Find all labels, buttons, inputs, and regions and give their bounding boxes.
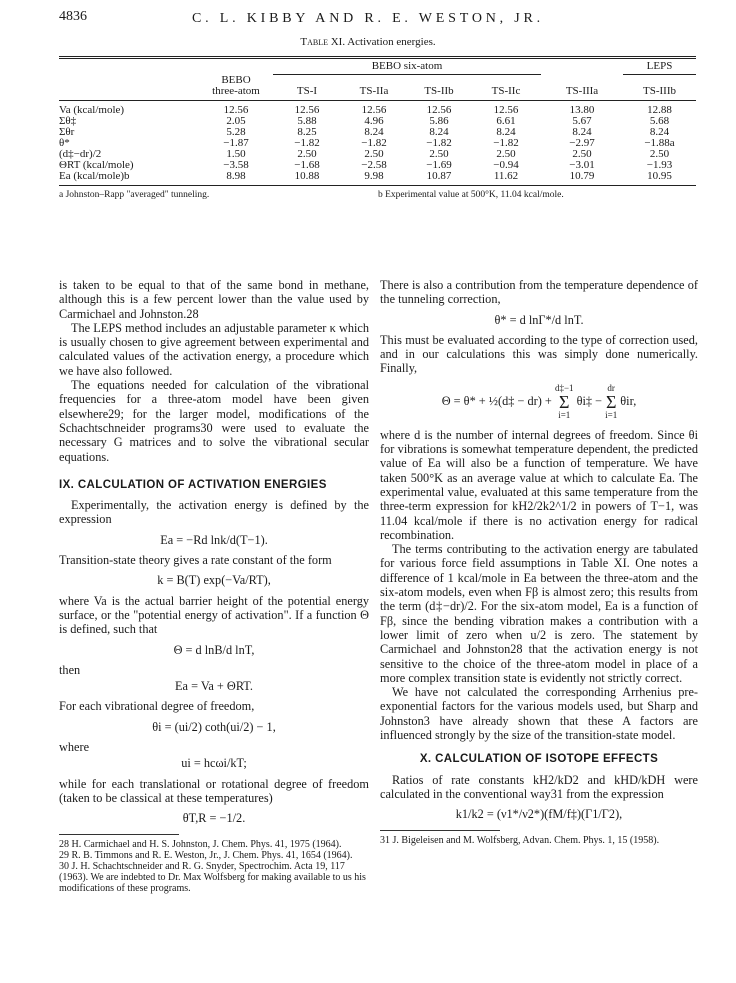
equation: θT,R = −1/2. <box>182 811 246 826</box>
table-cell: 2.50 <box>649 148 670 160</box>
table-caption-label: Table XI. <box>300 36 346 48</box>
table-cell: 2.50 <box>572 148 592 160</box>
table-cell: −1.82 <box>493 137 519 149</box>
section-heading-ix: IX. CALCULATION OF ACTIVATION ENERGIES <box>59 478 327 491</box>
right-column <box>380 278 698 846</box>
table-cell: 1.50 <box>226 148 246 160</box>
table-cell: 6.61 <box>496 115 516 127</box>
table-caption <box>0 36 736 48</box>
table-cell: 8.24 <box>364 126 384 138</box>
paragraph: Ratios of rate constants kH2/kD2 and kHD/kDH were calculated in the conventional way31 from the expression <box>380 772 698 801</box>
table-cell: 10.79 <box>569 170 595 182</box>
paragraph: The LEPS method includes an adjustable parameter κ which is usually chosen to give agreement between experimental and calculated values of the activation energy, a procedure which we have also followed. <box>59 320 369 378</box>
section-heading-x: X. CALCULATION OF ISOTOPE EFFECTS <box>419 753 659 766</box>
table-cell: 5.68 <box>649 115 670 127</box>
equation: θi = (ui/2) coth(ui/2) − 1, <box>152 719 276 734</box>
row-label: Ea (kcal/mole)b <box>59 170 130 182</box>
table-cell: 2.50 <box>429 148 449 160</box>
paragraph: For each vibrational degree of freedom, <box>59 699 255 714</box>
table-cell: 11.62 <box>493 170 519 182</box>
left-column <box>59 278 369 895</box>
table-notes <box>59 190 696 200</box>
running-head: C. L. KIBBY AND R. E. WESTON, JR. <box>192 11 544 26</box>
row-label: Va (kcal/mole) <box>59 104 125 116</box>
col-header: TS-IIIb <box>643 85 676 97</box>
table-cell: −1.93 <box>646 159 673 171</box>
paragraph: The equations needed for calculation of the vibrational frequencies for a three-atom model have been given elsewhere29; for the larger model, modifications of the Schachtschneider programs30 were used to evaluate the necessary G matrices and to solve the vibrational secular equations. <box>59 378 369 464</box>
table-note-a: a Johnston–Rapp "averaged" tunneling. <box>59 190 210 200</box>
sum-symbol: dr Σ i=1 <box>605 382 618 420</box>
table-cell: 12.56 <box>426 104 452 116</box>
table-cell: 8.98 <box>226 170 246 182</box>
table-cell: 8.25 <box>297 126 317 138</box>
equation: Ea = Va + ΘRT. <box>175 679 253 694</box>
activation-energy-table <box>59 56 696 200</box>
group-header-bebo-six: BEBO six-atom <box>273 61 541 75</box>
equation: θ* = d lnΓ*/d lnT. <box>494 312 584 327</box>
equation-theta: Θ = θ* + ½(d‡ − dr) + d‡−1 Σ i=1 θi‡ − dr Σ i=1 θir, <box>441 382 637 420</box>
paragraph: There is also a contribution from the temperature dependence of the tunneling correction, <box>380 278 698 307</box>
row-label: θ* <box>59 137 70 149</box>
equation: k1/k2 = (ν1*/ν2*)(fM/f‡)(Γ1/Γ2), <box>455 807 623 822</box>
col-header: TS-IIc <box>491 85 521 97</box>
paragraph: where Va is the actual barrier height of the potential energy surface, or the "potential energy of activation". If a function Θ is defined, such that <box>59 593 369 637</box>
row-label: Σθ‡ <box>59 115 77 127</box>
footnote-29: 29 R. B. Timmons and R. E. Weston, Jr., J. Chem. Phys. 41, 1654 (1964). <box>59 849 353 861</box>
paragraph: then <box>59 662 81 677</box>
table-cell: −1.68 <box>294 159 320 171</box>
table-cell: 5.86 <box>429 115 449 127</box>
table-cell: 12.56 <box>493 104 519 116</box>
table-caption-text: Activation energies. <box>347 36 436 48</box>
paragraph: where d is the number of internal degrees of freedom. Since θi for vibrations is somewhat temperature dependent, the predicted value of Ea will also be a function of temperature. We have taken 500°K as an average value at which to calculate Ea. The experimental value, evaluated at this same temperature from the three-term expression for kH2/2k2^1/2 in powers of T−1, was 11.04 kcal/mole if there is no activation energy for radical recombination. <box>380 427 698 542</box>
table-cell: 2.05 <box>226 115 246 127</box>
table-cell: 8.24 <box>429 126 449 138</box>
equation: Ea = −Rd lnk/d(T−1). <box>160 532 268 547</box>
table-cell: −3.58 <box>223 159 249 171</box>
table-cell: 5.28 <box>226 126 246 138</box>
paragraph: Experimentally, the activation energy is defined by the expression <box>59 498 369 527</box>
footnote-31: 31 J. Bigeleisen and M. Wolfsberg, Advan. Chem. Phys. 1, 15 (1958). <box>380 834 660 846</box>
table-cell: −1.82 <box>361 137 387 149</box>
sum-symbol: d‡−1 Σ i=1 <box>554 382 574 420</box>
equation: Θ = d lnB/d lnT, <box>173 642 255 657</box>
col-header-bebo3-line1: BEBO <box>221 73 251 86</box>
table-cell: 2.50 <box>364 148 384 160</box>
equation: k = B(T) exp(−Va/RT), <box>157 573 271 588</box>
paragraph: is taken to be equal to that of the same bond in methane, although this is a few percent lower than the value used by Carmichael and Johnston.28 <box>59 278 369 321</box>
col-header: TS-IIb <box>424 85 454 97</box>
page-number: 4836 <box>59 9 87 24</box>
paragraph: where <box>59 740 90 755</box>
table-cell: −3.01 <box>569 159 595 171</box>
table-cell: 4.96 <box>364 115 384 127</box>
table-body <box>59 105 696 182</box>
table-cell: 13.80 <box>569 104 595 116</box>
table-cell: 5.67 <box>572 115 592 127</box>
paragraph: while for each translational or rotational degree of freedom (taken to be classical at these temperatures) <box>59 776 369 805</box>
table-cell: 8.24 <box>649 126 670 138</box>
table-cell: 10.87 <box>426 170 452 182</box>
table-cell: −0.94 <box>493 159 519 171</box>
table-cell: 9.98 <box>364 170 384 182</box>
table-cell: −1.87 <box>223 137 249 149</box>
footnote-28: 28 H. Carmichael and H. S. Johnston, J. Chem. Phys. 41, 1975 (1964). <box>59 838 342 850</box>
equation: ui = hcωi/kT; <box>181 756 247 771</box>
table-cell: 5.88 <box>297 115 317 127</box>
group-header-leps: LEPS <box>623 61 696 75</box>
row-label: (d‡−dr)/2 <box>59 148 102 160</box>
table-cell: 2.50 <box>496 148 516 160</box>
table-cell: 12.56 <box>223 104 249 116</box>
table-row <box>59 171 696 182</box>
col-header-bebo3-line2: three-atom <box>212 85 260 97</box>
table-cell: 12.56 <box>294 104 320 116</box>
col-header: TS-IIIa <box>565 85 599 97</box>
table-cell: −2.58 <box>361 159 387 171</box>
table-cell: 10.88 <box>294 170 320 182</box>
footnote-30: 30 J. H. Schachtschneider and R. G. Snyder, Spectrochim. Acta 19, 117 (1963). We are indebted to Dr. Max Wolfsberg for making available to us his modifications of these programs. <box>59 860 366 895</box>
table-cell: 8.24 <box>496 126 516 138</box>
paragraph: The terms contributing to the activation energy are tabulated for various force field assumptions in Table XI. One notes a difference of 1 kcal/mole in Ea between the three-atom and the six-atom models, even when Fβ is almost zero; this results from the term (d‡−dr)/2. For the six-atom model, Ea is a function of Fβ, since the bending vibration makes a contribution with a lower limit of zero when u/2 is zero. The statement by Carmichael and Johnston28 that the activation energy is not sensitive to the choice of the three-atom model in place of a more complex transition state is evidently not strictly correct. <box>380 542 698 685</box>
table-note-b: b Experimental value at 500°K, 11.04 kcal/mole. <box>378 190 564 200</box>
paragraph: Transition-state theory gives a rate constant of the form <box>59 553 332 568</box>
table-cell: 10.95 <box>647 170 672 182</box>
table-cell: −1.82 <box>294 137 320 149</box>
table-head <box>59 61 696 97</box>
row-label: Σθr <box>59 126 75 138</box>
table-cell: 12.56 <box>361 104 387 116</box>
table-cell: −1.88a <box>644 137 675 149</box>
paragraph: This must be evaluated according to the type of correction used, and in our calculations this was simply done numerically. Finally, <box>380 332 698 376</box>
table-cell: 8.24 <box>572 126 592 138</box>
paragraph: We have not calculated the corresponding Arrhenius pre-exponential factors for the various models used, but Sharp and Johnston3 have already shown that these A factors are influenced strongly by the size of the transition-state model. <box>380 685 698 743</box>
row-label: ΘRT (kcal/mole) <box>59 159 134 171</box>
table-cell: −1.69 <box>426 159 452 171</box>
col-header: TS-IIa <box>359 85 389 97</box>
table-cell: 12.88 <box>647 104 672 116</box>
table-cell: −2.97 <box>569 137 595 149</box>
table-cell: −1.82 <box>426 137 452 149</box>
table-cell: 2.50 <box>297 148 317 160</box>
col-header: TS-I <box>296 85 318 97</box>
